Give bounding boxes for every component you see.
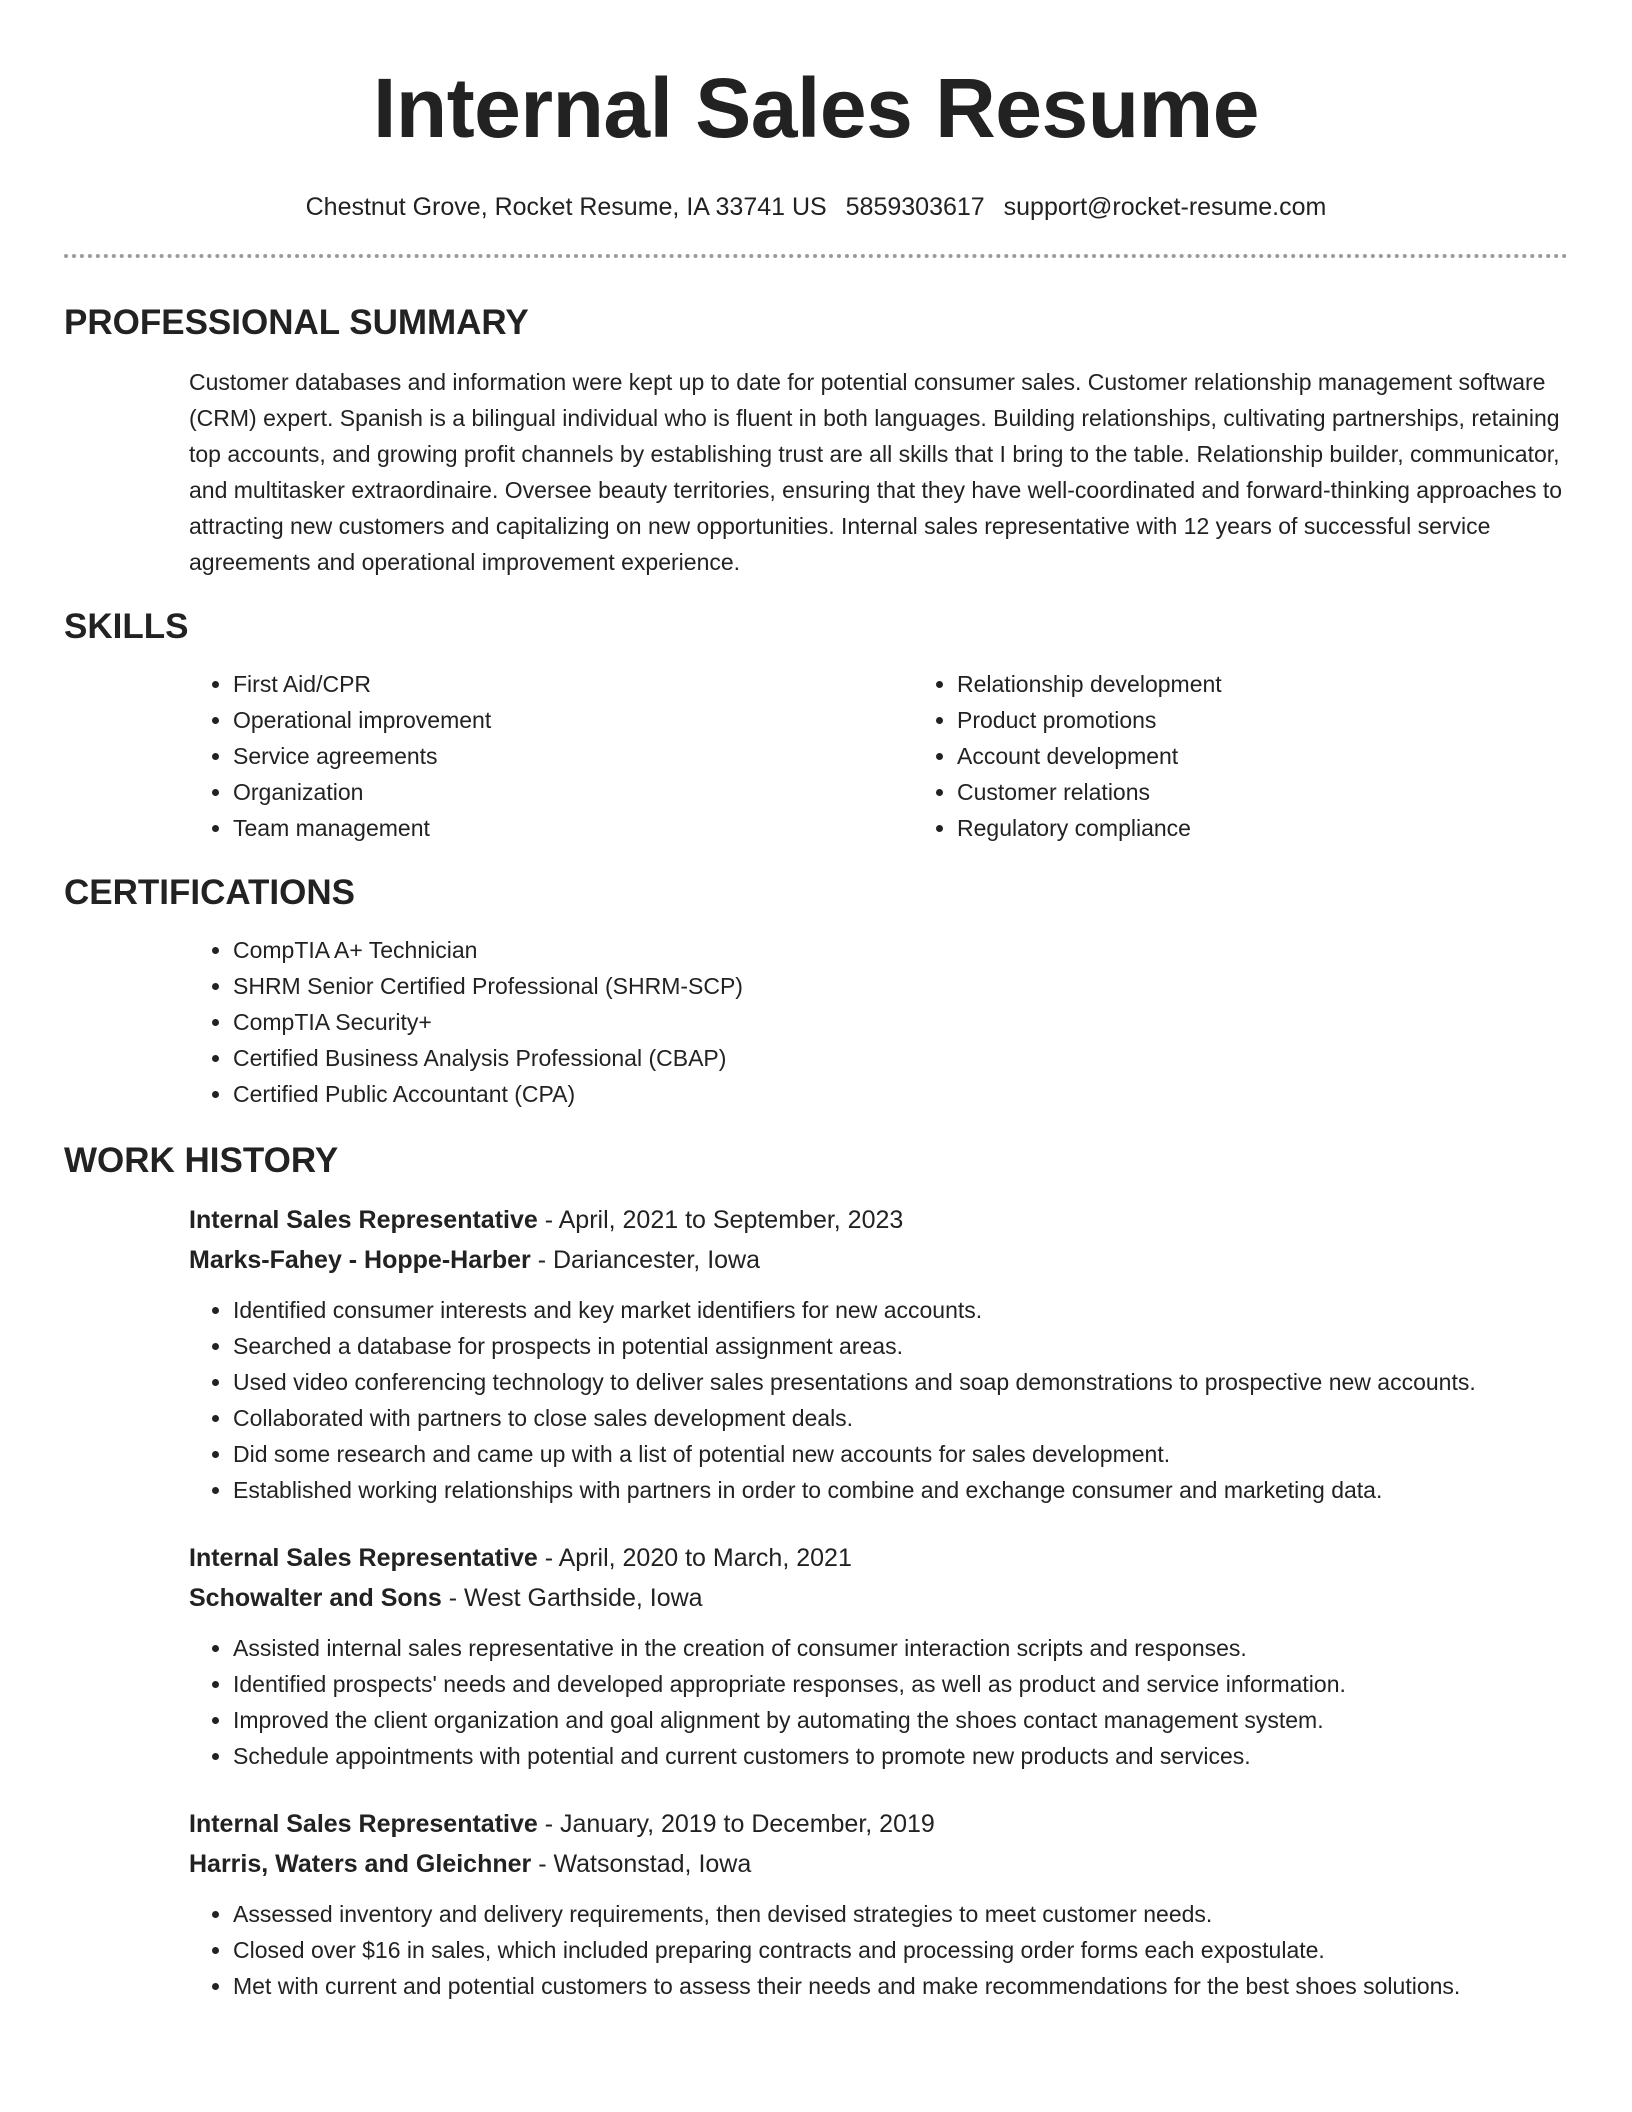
resume-title: Internal Sales Resume	[373, 61, 1259, 155]
job-location: - Dariancester, Iowa	[530, 1246, 761, 1274]
address-text: Chestnut Grove, Rocket Resume, IA 33741 US	[305, 193, 827, 221]
job-company: Marks-Fahey - Hoppe-Harber	[189, 1246, 531, 1274]
job-bullet: • Assessed inventory and delivery requirements, then devised strategies to meet customer needs.	[233, 1896, 1568, 1932]
certification-item: • SHRM Senior Certified Professional (SHRM-SCP)	[233, 968, 1568, 1004]
contact-line	[64, 192, 1568, 222]
skills-section	[64, 606, 1568, 846]
skill-item: • Organization	[233, 774, 913, 810]
certifications-heading: CERTIFICATIONS	[64, 873, 356, 912]
job-company: Schowalter and Sons	[189, 1584, 442, 1612]
skill-item: • Relationship development	[957, 666, 1632, 702]
certification-item: • CompTIA Security+	[233, 1004, 1568, 1040]
certifications-section	[64, 872, 1568, 1112]
job-bullet: • Schedule appointments with potential and current customers to promote new products and services.	[233, 1738, 1568, 1774]
job-bullets	[189, 1292, 1568, 1508]
job-bullet: • Did some research and came up with a list of potential new accounts for sales development.	[233, 1436, 1568, 1472]
summary-section	[64, 302, 1568, 580]
job-company: Harris, Waters and Gleichner	[189, 1850, 532, 1878]
skill-item: • First Aid/CPR	[233, 666, 913, 702]
certification-item: • Certified Public Accountant (CPA)	[233, 1076, 1568, 1112]
job-entry	[189, 1804, 1568, 2004]
job-bullets	[189, 1630, 1568, 1774]
summary-heading: PROFESSIONAL SUMMARY	[64, 303, 529, 342]
skills-heading: SKILLS	[64, 607, 189, 646]
certification-item: • Certified Business Analysis Professional (CBAP)	[233, 1040, 1568, 1076]
job-company-line	[189, 1578, 1568, 1618]
job-bullet: • Used video conferencing technology to deliver sales presentations and soap demonstrations to prospective new accounts.	[233, 1364, 1568, 1400]
job-title-line	[189, 1200, 1568, 1240]
skill-item: • Team management	[233, 810, 913, 846]
job-bullet: • Searched a database for prospects in potential assignment areas.	[233, 1328, 1568, 1364]
job-title-line	[189, 1804, 1568, 1844]
job-dates: - April, 2020 to March, 2021	[537, 1544, 852, 1572]
job-company-line	[189, 1844, 1568, 1884]
certifications-list	[189, 932, 1568, 1112]
skills-grid	[189, 666, 1568, 846]
skill-item: • Product promotions	[957, 702, 1632, 738]
job-bullet: • Identified prospects' needs and developed appropriate responses, as well as product and service information.	[233, 1666, 1568, 1702]
job-bullet: • Established working relationships with partners in order to combine and exchange consumer and marketing data.	[233, 1472, 1568, 1508]
job-entry	[189, 1200, 1568, 1508]
job-company-line	[189, 1240, 1568, 1280]
job-location: - West Garthside, Iowa	[441, 1584, 703, 1612]
skills-list-right	[913, 666, 1632, 846]
phone-text: 5859303617	[845, 193, 985, 221]
skill-item: • Regulatory compliance	[957, 810, 1632, 846]
job-bullet: • Collaborated with partners to close sales development deals.	[233, 1400, 1568, 1436]
certification-item: • CompTIA A+ Technician	[233, 932, 1568, 968]
job-dates: - April, 2021 to September, 2023	[537, 1206, 904, 1234]
summary-text: Customer databases and information were kept up to date for potential consumer sales. Customer relationship management software (CRM) expert. Spanish is a bilingual individual who is fluent in both languages. Building relationships, cultivating partnerships, retaining top accounts, and growing profit channels by establishing trust are all skills that I bring to the table. Relationship builder, communicator, and multitasker extraordinaire. Oversee beauty territories, ensuring that they have well-coordinated and forward-thinking approaches to attracting new customers and capitalizing on new opportunities. Internal sales representative with 12 years of successful service agreements and operational improvement experience.	[189, 369, 1563, 575]
job-bullet: • Improved the client organization and goal alignment by automating the shoes contact management system.	[233, 1702, 1568, 1738]
summary-body	[189, 364, 1568, 580]
skill-item: • Customer relations	[957, 774, 1632, 810]
job-title: Internal Sales Representative	[189, 1810, 538, 1838]
skill-item: • Service agreements	[233, 738, 913, 774]
job-title: Internal Sales Representative	[189, 1206, 538, 1234]
skill-item: • Account development	[957, 738, 1632, 774]
job-entry	[189, 1538, 1568, 1774]
certifications-body	[189, 932, 1568, 1112]
work-history-section	[64, 1140, 1568, 2004]
job-bullet: • Identified consumer interests and key market identifiers for new accounts.	[233, 1292, 1568, 1328]
job-bullet: • Assisted internal sales representative in the creation of consumer interaction scripts and responses.	[233, 1630, 1568, 1666]
job-bullet: • Met with current and potential customers to assess their needs and make recommendations for the best shoes solutions.	[233, 1968, 1568, 2004]
job-bullets	[189, 1896, 1568, 2004]
job-title: Internal Sales Representative	[189, 1544, 538, 1572]
skill-item: • Operational improvement	[233, 702, 913, 738]
header-divider	[64, 254, 1568, 258]
work-history-heading: WORK HISTORY	[64, 1141, 339, 1180]
skills-list-left	[189, 666, 913, 846]
job-location: - Watsonstad, Iowa	[531, 1850, 752, 1878]
job-dates: - January, 2019 to December, 2019	[537, 1810, 935, 1838]
email-text: support@rocket-resume.com	[1003, 193, 1327, 221]
job-bullet: • Closed over $16 in sales, which included preparing contracts and processing order forms each expostulate.	[233, 1932, 1568, 1968]
job-title-line	[189, 1538, 1568, 1578]
